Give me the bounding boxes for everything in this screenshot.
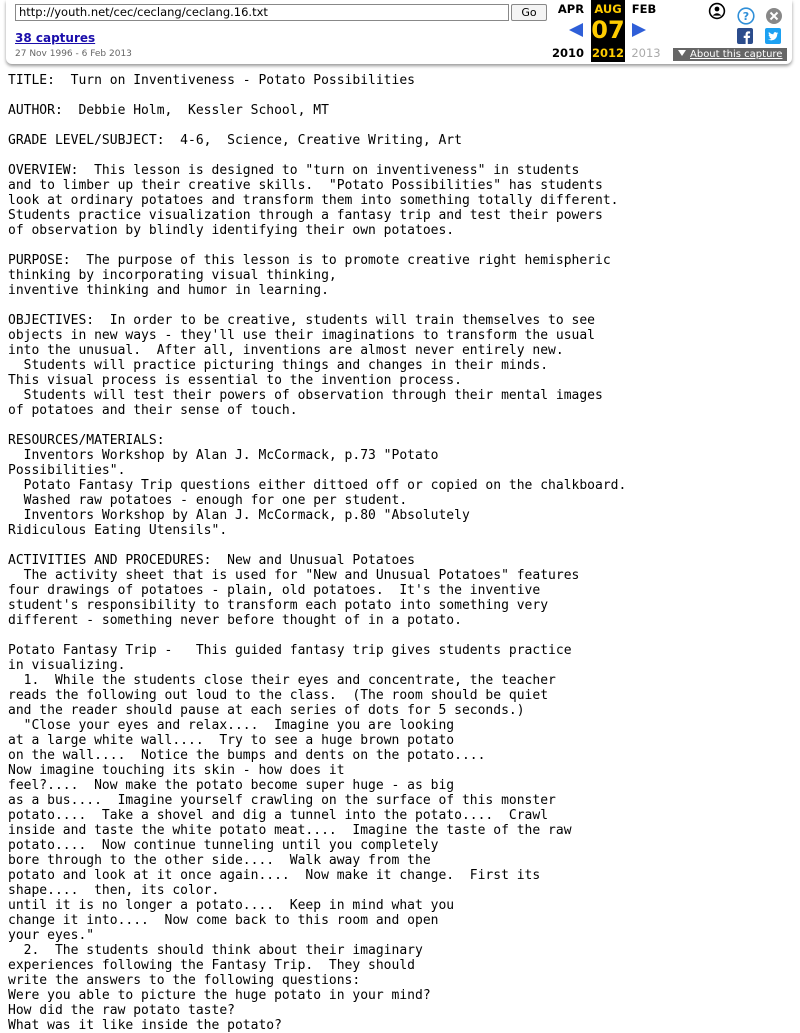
text-line [8,418,626,433]
text-line: your eyes." [8,928,95,943]
text-line: into the unusual. After all, inventions are almost never entirely new. [8,343,564,358]
text-line: potato.... Take a shovel and dig a tunnel into the potato.... Crawl [8,808,549,823]
text-line: potato.... Now continue tunneling until you completely [8,838,439,853]
facebook-share-icon[interactable] [737,28,753,44]
text-line: bore through to the other side.... Walk away from the [8,853,431,868]
current-day: 07 [591,16,625,44]
text-line: different - something never before thought of in a potato. [8,613,462,628]
go-button[interactable]: Go [511,4,547,21]
text-line: and to limber up their creative skills. "Potato Possibilities" has students [8,178,603,193]
text-line: feel?.... Now make the potato become super huge - as big [8,778,455,793]
text-line: 2. The students should think about their imaginary [8,943,423,958]
text-line [8,148,626,163]
text-line: GRADE LEVEL/SUBJECT: 4-6, Science, Creative Writing, Art [8,133,462,148]
captures-link[interactable]: 38 captures [15,31,96,45]
archived-text-document [8,73,626,1033]
text-line: TITLE: Turn on Inventiveness - Potato Possibilities [8,73,415,88]
text-line: inside and taste the white potato meat.... Imagine the taste of the raw [8,823,572,838]
next-month-link[interactable]: FEB [631,2,657,16]
text-line: RESOURCES/MATERIALS: [8,433,165,448]
about-this-capture-button[interactable] [673,48,787,61]
text-line [8,538,626,553]
close-icon[interactable] [765,7,783,25]
prev-capture-arrow-icon[interactable] [569,23,583,37]
text-line: How did the raw potato taste? [8,1003,235,1018]
text-line: Washed raw potatoes - enough for one per student. [8,493,408,508]
help-icon[interactable] [737,7,755,25]
text-line [8,118,626,133]
text-line: Students practice visualization through a fantasy trip and test their powers [8,208,603,223]
text-line: The activity sheet that is used for "New and Unusual Potatoes" features [8,568,580,583]
text-line: 1. While the students close their eyes and concentrate, the teacher [8,673,556,688]
text-line: four drawings of potatoes - plain, old potatoes. It's the inventive [8,583,541,598]
text-line: Possibilities". [8,463,126,478]
text-line: This visual process is essential to the invention process. [8,373,462,388]
text-line: ACTIVITIES AND PROCEDURES: New and Unusual Potatoes [8,553,415,568]
text-line: Inventors Workshop by Alan J. McCormack, p.73 "Potato [8,448,439,463]
text-line [8,88,626,103]
text-line: inventive thinking and humor in learning. [8,283,329,298]
text-line [8,238,626,253]
text-line: Potato Fantasy Trip questions either dittoed off or copied on the chalkboard. [8,478,627,493]
capture-date-range: 27 Nov 1996 - 6 Feb 2013 [15,49,132,59]
text-line: Ridiculous Eating Utensils". [8,523,228,538]
next-capture-arrow-icon[interactable] [632,23,646,37]
text-line: reads the following out loud to the class. (The room should be quiet [8,688,549,703]
text-line: of potatoes and their sense of touch. [8,403,298,418]
twitter-share-icon[interactable] [765,28,781,44]
text-line: and the reader should pause at each series of dots for 5 seconds.) [8,703,525,718]
text-line: student's responsibility to transform each potato into something very [8,598,549,613]
text-line: PURPOSE: The purpose of this lesson is to promote creative right hemispheric [8,253,611,268]
prev-month-link[interactable]: APR [557,2,585,16]
text-line: Students will practice picturing things and changes in their minds. [8,358,549,373]
text-line: Were you able to picture the huge potato in your mind? [8,988,431,1003]
about-capture-label: About this capture [690,49,783,60]
text-line: of observation by blindly identifying their own potatoes. [8,223,455,238]
url-input[interactable]: http://youth.net/cec/ceclang/ceclang.16.txt [15,4,509,21]
text-line: write the answers to the following questions: [8,973,361,988]
text-line: "Close your eyes and relax.... Imagine you are looking [8,718,455,733]
text-line: thinking by incorporating visual thinking, [8,268,337,283]
text-line: change it into.... Now come back to this room and open [8,913,439,928]
current-month: AUG [594,2,622,16]
text-line: Students will test their powers of observation through their mental images [8,388,603,403]
text-line: experiences following the Fantasy Trip. They should [8,958,415,973]
expand-triangle-icon [678,50,686,56]
prev-year-link[interactable]: 2010 [551,46,584,60]
text-line: until it is no longer a potato.... Keep in mind what you [8,898,455,913]
current-capture-date [591,0,625,62]
text-line: on the wall.... Notice the bumps and dents on the potato.... [8,748,486,763]
text-line: at a large white wall.... Try to see a huge brown potato [8,733,455,748]
text-line: OBJECTIVES: In order to be creative, students will train themselves to see [8,313,595,328]
wayback-toolbar [6,0,792,64]
current-year: 2012 [591,46,624,60]
text-line: AUTHOR: Debbie Holm, Kessler School, MT [8,103,329,118]
text-line [8,298,626,313]
text-line: as a bus.... Imagine yourself crawling on the surface of this monster [8,793,556,808]
user-account-icon[interactable] [708,2,726,20]
text-line: in visualizing. [8,658,126,673]
text-line: Now imagine touching its skin - how does it [8,763,345,778]
text-line: OVERVIEW: This lesson is designed to "turn on inventiveness" in students [8,163,580,178]
text-line: What was it like inside the potato? [8,1018,282,1033]
next-year-link[interactable]: 2013 [631,46,661,60]
text-line: look at ordinary potatoes and transform them into something totally different. [8,193,619,208]
text-line: Potato Fantasy Trip - This guided fantasy trip gives students practice [8,643,572,658]
text-line: shape.... then, its color. [8,883,220,898]
svg-text:?: ? [742,10,750,24]
text-line: objects in new ways - they'll use their imaginations to transform the usual [8,328,595,343]
text-line: Inventors Workshop by Alan J. McCormack, p.80 "Absolutely [8,508,470,523]
text-line: potato and look at it once again.... Now make it change. First its [8,868,541,883]
text-line [8,628,626,643]
